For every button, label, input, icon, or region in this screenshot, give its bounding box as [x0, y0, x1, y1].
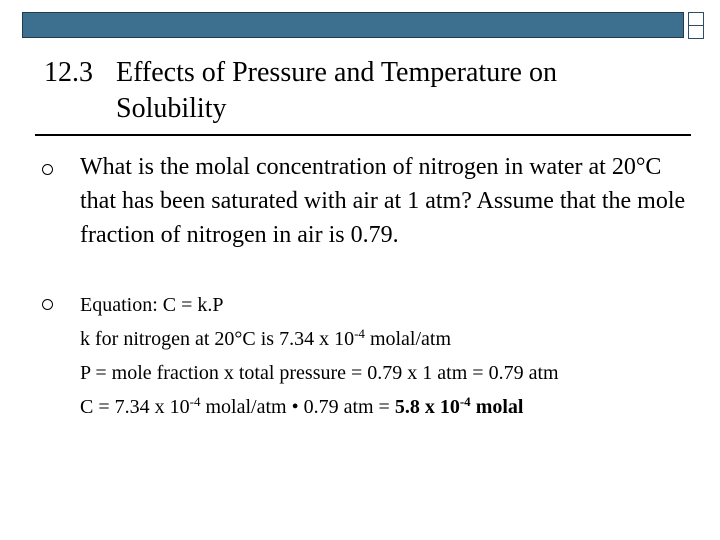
- answer: 5.8 x $10^{-4}$ molal: [394, 394, 524, 418]
- slide-title: [44, 55, 684, 127]
- concentration-line: C = 7.34 x $10^{-4}$ molal/atm • 0.79 atm = 5.8 x $10^{-4}$ molal: [80, 394, 524, 418]
- top-decorative-bar: [22, 12, 684, 38]
- circle-bullet-icon: [42, 164, 53, 175]
- equation-line: Equation: C = k.P: [80, 294, 224, 316]
- circle-bullet-icon: [42, 299, 53, 310]
- corner-box-bottom: [688, 25, 704, 39]
- section-number: 12.3: [44, 57, 93, 88]
- title-divider: [35, 134, 691, 136]
- solution-block: [80, 288, 700, 424]
- title-line-2: Solubility: [116, 93, 227, 124]
- title-line-1: Effects of Pressure and Temperature on: [116, 57, 557, 88]
- pressure-line: P = mole fraction x total pressure = 0.79 x 1 atm = 0.79 atm: [80, 362, 559, 384]
- question-text: What is the molal concentration of nitrogen in water at 20°C that has been saturated with air at 1 atm? Assume that the mole fraction of nitrogen in air is 0.79.: [80, 154, 686, 248]
- corner-box-top: [688, 12, 704, 26]
- k-constant-line: k for nitrogen at 20°C is 7.34 x $10^{-4}$ molal/atm: [80, 326, 452, 350]
